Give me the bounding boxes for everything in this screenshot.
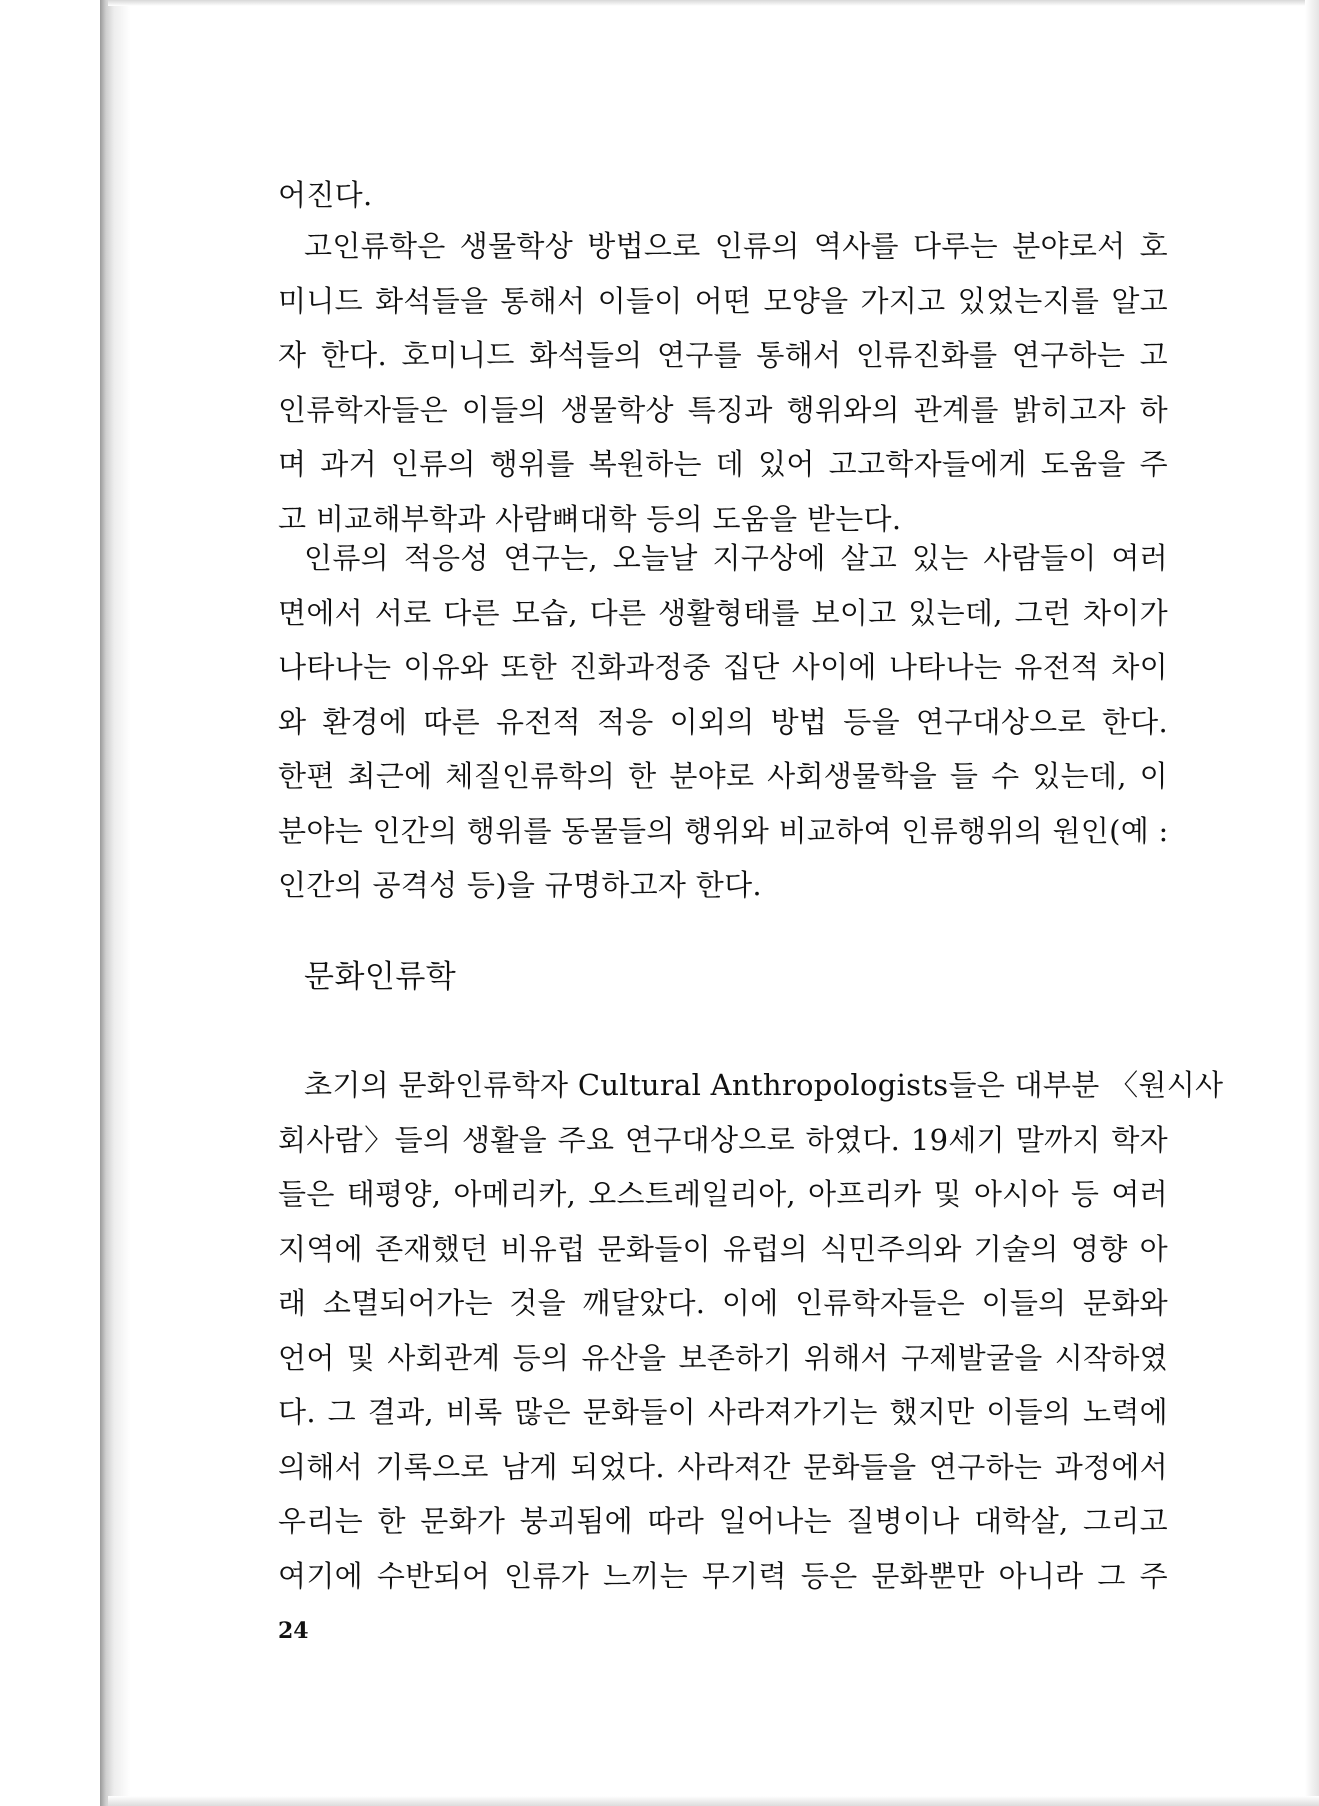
page-edge-top <box>108 0 1319 6</box>
book-spine-shadow <box>100 0 130 1806</box>
text-line: 고인류학은 생물학상 방법으로 인류의 역사를 다루는 분야로서 호 <box>304 229 1168 263</box>
text-line: 언어 및 사회관계 등의 유산을 보존하기 위해서 구제발굴을 시작하였 <box>278 1340 1168 1375</box>
page-edge-bottom <box>108 1796 1319 1806</box>
text-line: 나타나는 이유와 또한 진화과정중 집단 사이에 나타나는 유전적 차이 <box>278 650 1168 684</box>
text-line: 다. 그 결과, 비록 많은 문화들이 사라져가기는 했지만 이들의 노력에 <box>278 1395 1168 1429</box>
text-line: 들은 태평양, 아메리카, 오스트레일리아, 아프리카 및 아시아 등 여러 <box>278 1177 1168 1211</box>
text-line: 며 과거 인류의 행위를 복원하는 데 있어 고고학자들에게 도움을 주 <box>278 447 1168 481</box>
text-line: 분야는 인간의 행위를 동물들의 행위와 비교하여 인류행위의 원인(예 : <box>278 813 1169 848</box>
text-line: 여기에 수반되어 인류가 느끼는 무기력 등은 문화뿐만 아니라 그 주 <box>278 1558 1168 1593</box>
paragraph-paleoanthropology <box>278 219 1168 546</box>
section-heading: 문화인류학 <box>304 959 457 995</box>
text-line: 면에서 서로 다른 모습, 다른 생활형태를 보이고 있는데, 그런 차이가 <box>278 595 1168 630</box>
text-line: 자 한다. 호미니드 화석들의 연구를 통해서 인류진화를 연구하는 고 <box>278 338 1168 372</box>
text-line: 지역에 존재했던 비유럽 문화들이 유럽의 식민주의와 기술의 영향 아 <box>278 1231 1168 1266</box>
page-number: 24 <box>278 1618 309 1644</box>
text-line: 고 비교해부학과 사람뼈대학 등의 도움을 받는다. <box>278 501 902 536</box>
text-line: 의해서 기록으로 남게 되었다. 사라져간 문화들을 연구하는 과정에서 <box>278 1449 1168 1484</box>
paragraph-continuation <box>278 168 1168 223</box>
page-edge-right <box>1305 0 1319 1806</box>
paragraph-adaptation-research <box>278 531 1168 913</box>
text-line: 미니드 화석들을 통해서 이들이 어떤 모양을 가지고 있었는지를 알고 <box>278 283 1168 318</box>
text-line: 인류의 적응성 연구는, 오늘날 지구상에 살고 있는 사람들이 여러 <box>304 541 1168 575</box>
text-line: 와 환경에 따른 유전적 적응 이외의 방법 등을 연구대상으로 한다. <box>278 704 1168 739</box>
text-line: 어진다. <box>278 178 373 212</box>
text-line: 한편 최근에 체질인류학의 한 분야로 사회생물학을 들 수 있는데, 이 <box>278 759 1168 793</box>
text-line: 인간의 공격성 등)을 규명하고자 한다. <box>278 868 762 902</box>
paragraph-cultural-anthropology <box>278 1058 1224 1603</box>
text-line: 우리는 한 문화가 붕괴됨에 따라 일어나는 질병이나 대학살, 그리고 <box>278 1504 1168 1538</box>
text-line: 초기의 문화인류학자 Cultural Anthropologists들은 대부분 〈원시사 <box>304 1068 1224 1102</box>
text-line: 래 소멸되어가는 것을 깨달았다. 이에 인류학자들은 이들의 문화와 <box>278 1286 1168 1320</box>
text-line: 인류학자들은 이들의 생물학상 특징과 행위와의 관계를 밝히고자 하 <box>278 392 1168 427</box>
text-line: 회사람〉들의 생활을 주요 연구대상으로 하였다. 19세기 말까지 학자 <box>278 1122 1168 1157</box>
